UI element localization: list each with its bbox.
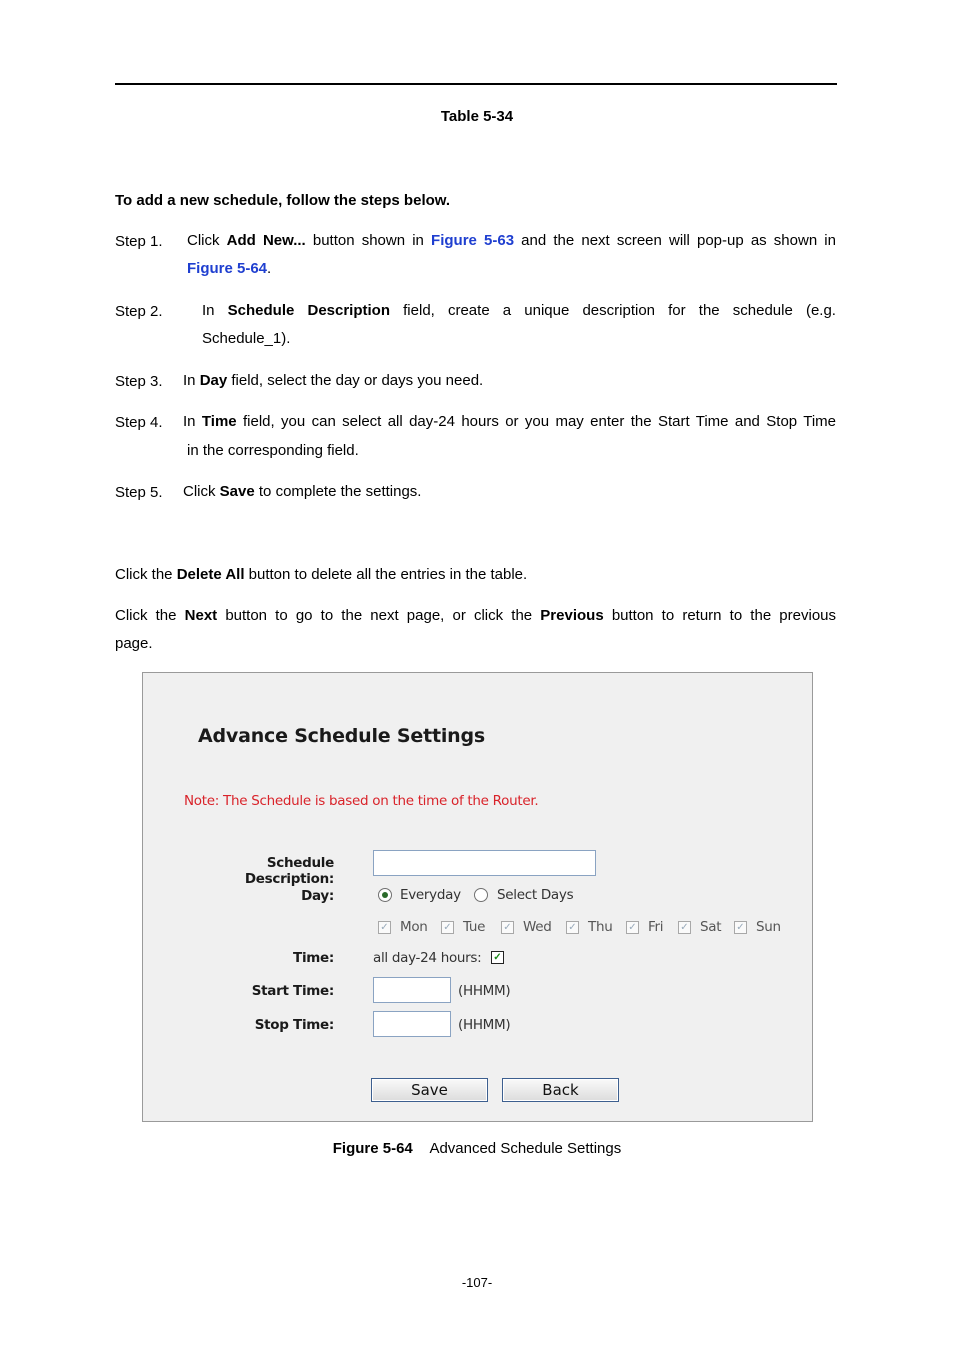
- stop-time-label: Stop Time:: [254, 1017, 334, 1033]
- time-label: Time:: [293, 950, 334, 966]
- step-1-line-1: Click Add New... button shown in Figure 5-63 and the next screen will pop-up as shown in: [187, 232, 836, 249]
- figure-5-63-link[interactable]: Figure 5-63: [431, 232, 515, 249]
- figure-caption: Figure 5-64 Advanced Schedule Settings: [332, 1140, 622, 1157]
- step-2-line-1: In Schedule Description field, create a unique description for the schedule (e.g.: [202, 302, 836, 319]
- step-1-number: Step 1.: [115, 233, 163, 250]
- step-4-line-2: in the corresponding field.: [187, 442, 359, 459]
- stop-time-format: (HHMM): [458, 1017, 511, 1033]
- advance-schedule-settings-panel: [142, 672, 813, 1122]
- figure-5-64-link[interactable]: Figure 5-64: [187, 260, 268, 277]
- sat-label: Sat: [700, 919, 722, 935]
- step-3-line-1: In Day field, select the day or days you need.: [183, 372, 484, 389]
- next-previous-line-2: page.: [115, 635, 153, 652]
- sun-label: Sun: [756, 919, 781, 935]
- mon-label: Mon: [400, 919, 428, 935]
- thu-checkbox[interactable]: ✓: [566, 921, 579, 934]
- fri-label: Fri: [648, 919, 664, 935]
- select-days-label: Select Days: [497, 887, 574, 903]
- sun-checkbox[interactable]: ✓: [734, 921, 747, 934]
- everyday-radio[interactable]: [378, 888, 392, 902]
- top-rule: [115, 83, 837, 85]
- table-caption: Table 5-34: [440, 108, 514, 125]
- next-previous-line-1: Click the Next button to go to the next page, or click the Previous button to return to the previous: [115, 607, 837, 624]
- step-4-line-1: In Time field, you can select all day-24 hours or you may enter the Start Time and Stop Time: [183, 413, 837, 430]
- step-2-number: Step 2.: [115, 303, 163, 320]
- save-button[interactable]: Save: [371, 1078, 488, 1102]
- fri-checkbox[interactable]: ✓: [626, 921, 639, 934]
- all-day-checkbox[interactable]: ✓: [491, 951, 504, 964]
- mon-checkbox[interactable]: ✓: [378, 921, 391, 934]
- wed-label: Wed: [523, 919, 552, 935]
- delete-all-paragraph: Click the Delete All button to delete all the entries in the table.: [115, 566, 528, 583]
- back-button[interactable]: Back: [502, 1078, 619, 1102]
- tue-label: Tue: [463, 919, 486, 935]
- schedule-description-label: Schedule Description:: [244, 855, 334, 887]
- schedule-description-input[interactable]: [373, 850, 596, 876]
- thu-label: Thu: [588, 919, 613, 935]
- step-5-line-1: Click Save to complete the settings.: [183, 483, 422, 500]
- schedule-note: Note: The Schedule is based on the time of the Router.: [184, 793, 539, 809]
- sat-checkbox[interactable]: ✓: [678, 921, 691, 934]
- step-3-number: Step 3.: [115, 373, 163, 390]
- day-label: Day:: [301, 888, 334, 904]
- all-day-label: all day-24 hours:: [373, 950, 482, 966]
- start-time-label: Start Time:: [251, 983, 334, 999]
- everyday-label: Everyday: [400, 887, 461, 903]
- step-5-number: Step 5.: [115, 484, 163, 501]
- start-time-input[interactable]: [373, 977, 451, 1003]
- step-2-line-2: Schedule_1).: [202, 330, 291, 347]
- intro-heading: To add a new schedule, follow the steps below.: [115, 192, 451, 209]
- stop-time-input[interactable]: [373, 1011, 451, 1037]
- step-4-number: Step 4.: [115, 414, 163, 431]
- select-days-radio[interactable]: [474, 888, 488, 902]
- page-number: -107-: [461, 1275, 493, 1290]
- start-time-format: (HHMM): [458, 983, 511, 999]
- panel-title: Advance Schedule Settings: [198, 725, 485, 747]
- tue-checkbox[interactable]: ✓: [441, 921, 454, 934]
- step-1-line-2: Figure 5-64.: [187, 260, 272, 277]
- wed-checkbox[interactable]: ✓: [501, 921, 514, 934]
